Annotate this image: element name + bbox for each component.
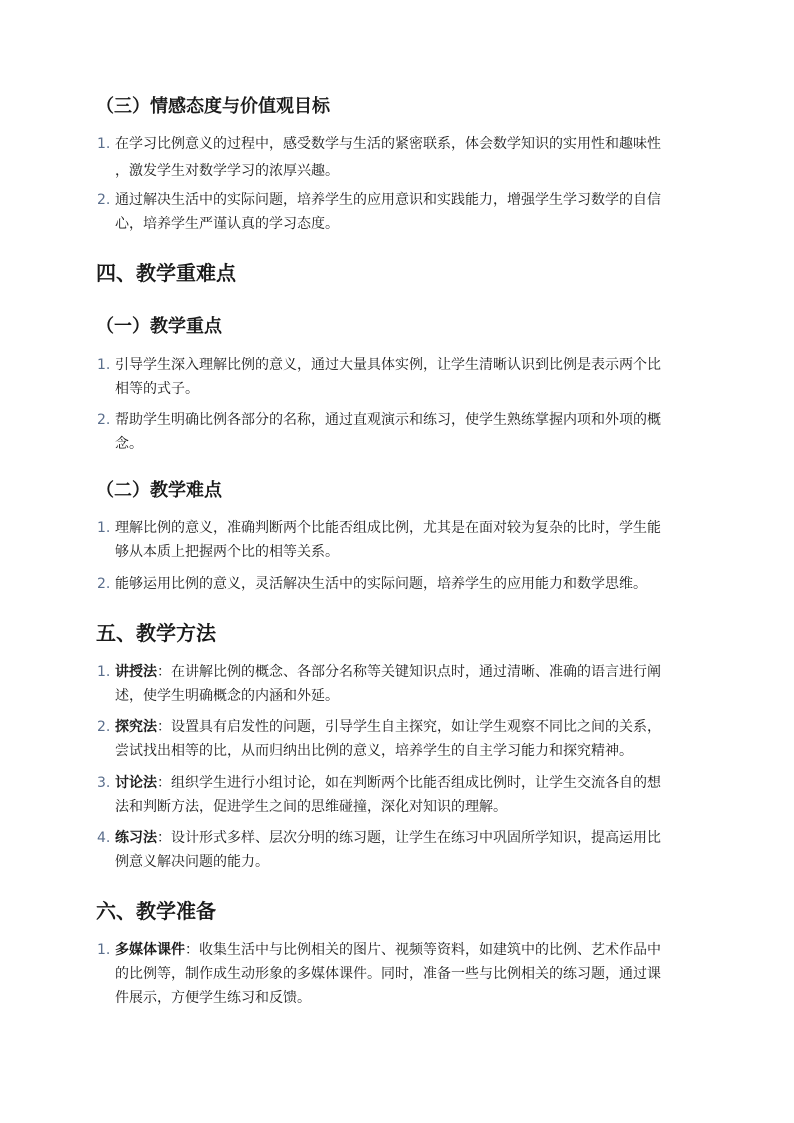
list-number: 4. bbox=[97, 830, 111, 846]
list-item-text bbox=[115, 717, 661, 737]
list-item-text bbox=[115, 662, 661, 682]
list-item-text: 理解比例的意义，准确判断两个比能否组成比例，尤其是在面对较为复杂的比时，学生能 bbox=[115, 520, 661, 536]
list-item-text-cont: 念。 bbox=[115, 436, 143, 452]
method-desc: ：设计形式多样、层次分明的练习题，让学生在练习中巩固所学知识，提高运用比 bbox=[157, 830, 661, 846]
section-heading-methods: 五、教学方法 bbox=[96, 621, 216, 645]
list-item-text: 在学习比例意义的过程中，感受数学与生活的紧密联系，体会数学知识的实用性和趣味性 bbox=[115, 136, 661, 152]
list-number: 1. bbox=[97, 136, 111, 152]
list-number: 1. bbox=[97, 942, 111, 958]
list-item-text: 能够运用比例的意义，灵活解决生活中的实际问题，培养学生的应用能力和数学思维。 bbox=[115, 576, 647, 592]
list-item-text-cont: ，激发学生对数学学习的浓厚兴趣。 bbox=[115, 163, 339, 179]
section-heading-key-points: 四、教学重难点 bbox=[96, 261, 236, 285]
list-item-text-cont: 件展示，方便学生练习和反馈。 bbox=[115, 990, 311, 1006]
subsection-heading-difficult: （二）教学难点 bbox=[96, 480, 222, 501]
list-item-text bbox=[115, 773, 661, 793]
section-heading-affective-goals: （三）情感态度与价值观目标 bbox=[96, 96, 330, 117]
list-number: 2. bbox=[97, 576, 111, 592]
prep-name: 多媒体课件 bbox=[115, 942, 185, 958]
list-number: 1. bbox=[97, 357, 111, 373]
list-number: 2. bbox=[97, 412, 111, 428]
list-item-text: 引导学生深入理解比例的意义，通过大量具体实例，让学生清晰认识到比例是表示两个比 bbox=[115, 357, 661, 373]
method-desc: ：设置具有启发性的问题，引导学生自主探究，如让学生观察不同比之间的关系， bbox=[157, 719, 661, 735]
section-heading-preparation: 六、教学准备 bbox=[96, 899, 216, 923]
list-item-text-cont: 述，使学生明确概念的内涵和外延。 bbox=[115, 688, 339, 704]
list-item-text bbox=[115, 940, 661, 960]
method-name: 探究法 bbox=[115, 719, 157, 735]
list-item-text-cont: 例意义解决问题的能力。 bbox=[115, 854, 269, 870]
list-item-text-cont: 的比例等，制作成生动形象的多媒体课件。同时，准备一些与比例相关的练习题，通过课 bbox=[115, 966, 661, 982]
list-item-text: 帮助学生明确比例各部分的名称，通过直观演示和练习，使学生熟练掌握内项和外项的概 bbox=[115, 412, 661, 428]
list-item-text-cont: 相等的式子。 bbox=[115, 381, 199, 397]
prep-desc: ：收集生活中与比例相关的图片、视频等资料，如建筑中的比例、艺术作品中 bbox=[185, 942, 661, 958]
method-name: 练习法 bbox=[115, 830, 157, 846]
list-item-text-cont: 够从本质上把握两个比的相等关系。 bbox=[115, 544, 339, 560]
method-desc: ：在讲解比例的概念、各部分名称等关键知识点时，通过清晰、准确的语言进行阐 bbox=[157, 664, 661, 680]
method-name: 讨论法 bbox=[115, 775, 157, 791]
list-number: 2. bbox=[97, 719, 111, 735]
list-number: 3. bbox=[97, 775, 111, 791]
subsection-heading-key: （一）教学重点 bbox=[96, 316, 222, 337]
list-number: 1. bbox=[97, 664, 111, 680]
method-name: 讲授法 bbox=[115, 664, 157, 680]
list-item-text-cont: 尝试找出相等的比，从而归纳出比例的意义，培养学生的自主学习能力和探究精神。 bbox=[115, 743, 633, 759]
list-item-text bbox=[115, 828, 661, 848]
list-number: 1. bbox=[97, 520, 111, 536]
list-item-text: 通过解决生活中的实际问题，培养学生的应用意识和实践能力，增强学生学习数学的自信 bbox=[115, 192, 661, 208]
list-item-text-cont: 法和判断方法，促进学生之间的思维碰撞，深化对知识的理解。 bbox=[115, 799, 507, 815]
method-desc: ：组织学生进行小组讨论，如在判断两个比能否组成比例时，让学生交流各自的想 bbox=[157, 775, 661, 791]
list-item-text-cont: 心，培养学生严谨认真的学习态度。 bbox=[115, 216, 339, 232]
list-number: 2. bbox=[97, 192, 111, 208]
